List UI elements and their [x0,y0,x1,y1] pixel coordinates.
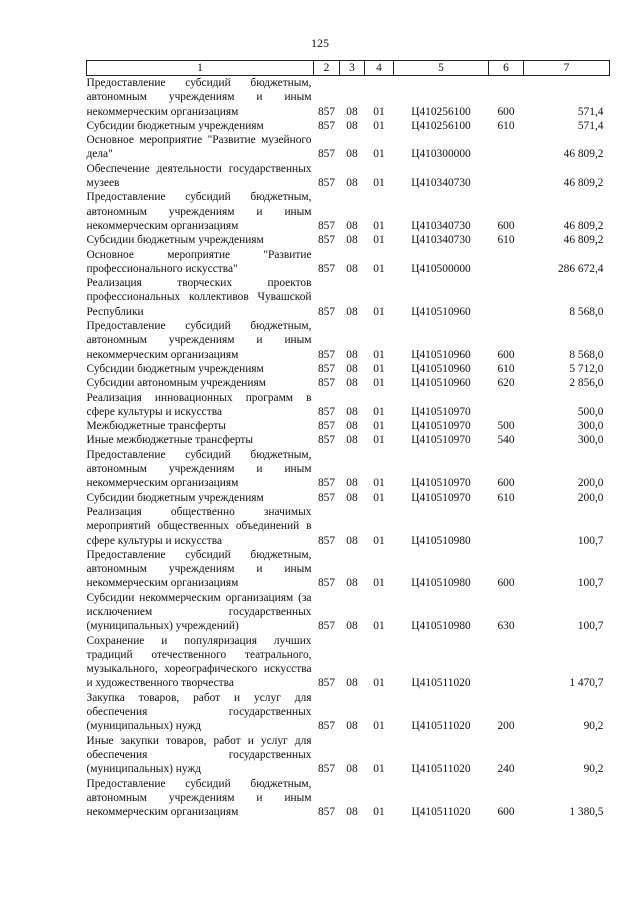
row-target-article: Ц410510970 [411,420,471,433]
row-section: 08 [346,620,358,633]
row-expense-type: 240 [497,763,515,776]
row-section: 08 [346,420,358,433]
row-target-article: Ц410340730 [411,177,471,190]
row-subsection: 01 [373,534,385,547]
row-expense-type: 610 [497,234,515,247]
row-ministry-code: 857 [317,677,336,690]
row-expense-type: 600 [497,577,515,590]
table-row [87,433,610,447]
row-subsection: 01 [373,620,385,633]
row-name: Субсидии некоммерческим организациям (за исключением государственных (муниципальных) учреждений) [86,591,312,633]
row-expense-type: 610 [497,491,515,504]
row-target-article: Ц410510980 [411,620,471,633]
row-expense-type [489,133,524,162]
row-section: 08 [346,434,358,447]
row-name: Основное мероприятие "Развитие профессионального искусства" [86,248,312,275]
row-target-article: Ц410340730 [411,219,471,232]
row-target-article: Ц410510970 [411,477,471,490]
row-subsection: 01 [373,348,385,361]
row-name: Предоставление субсидий бюджетным, автономным учреждениям и иным некоммерческим организациям [86,777,312,819]
row-section: 08 [346,577,358,590]
row-expense-type: 630 [497,620,515,633]
row-ministry-code: 857 [317,720,336,733]
table-row [87,391,610,420]
row-expense-type [489,391,524,420]
row-amount: 200,0 [577,477,604,490]
row-subsection: 01 [373,405,385,418]
row-expense-type: 620 [497,377,515,390]
row-amount: 2 856,0 [569,377,604,390]
row-section: 08 [346,305,358,318]
header-col-7: 7 [524,61,610,76]
table-row [87,248,610,277]
row-name: Реализация инновационных программ в сфере культуры и искусства [86,391,312,418]
row-expense-type: 610 [497,119,515,132]
row-section: 08 [346,119,358,132]
row-name: Предоставление субсидий бюджетным, автономным учреждениям и иным некоммерческим организациям [86,77,312,118]
row-subsection: 01 [373,177,385,190]
row-amount: 46 809,2 [563,177,604,190]
row-section: 08 [346,262,358,275]
row-name: Субсидии бюджетным учреждениям [86,119,264,132]
row-section: 08 [346,177,358,190]
row-expense-type: 200 [497,720,515,733]
row-subsection: 01 [373,362,385,375]
row-amount: 46 809,2 [563,219,604,232]
row-name: Закупка товаров, работ и услуг для обеспечения государственных (муниципальных) нужд [86,691,312,733]
table-row [87,491,610,505]
row-ministry-code: 857 [317,763,336,776]
row-subsection: 01 [373,420,385,433]
row-subsection: 01 [373,491,385,504]
row-section: 08 [346,105,358,118]
row-ministry-code: 857 [317,405,336,418]
table-row [87,419,610,433]
table-body [87,76,610,820]
row-ministry-code: 857 [317,148,336,161]
table-row [87,777,610,820]
header-col-1: 1 [87,61,314,76]
row-section: 08 [346,348,358,361]
row-subsection: 01 [373,806,385,819]
row-target-article: Ц410510980 [411,577,471,590]
row-name: Субсидии бюджетным учреждениям [86,362,264,375]
table-row [87,190,610,233]
row-name: Обеспечение деятельности государственных музеев [86,162,312,190]
table-row [87,233,610,247]
row-ministry-code: 857 [317,305,336,318]
row-expense-type: 600 [497,348,515,361]
row-ministry-code: 857 [317,434,336,447]
row-amount: 90,2 [583,720,604,733]
row-section: 08 [346,405,358,418]
row-subsection: 01 [373,119,385,132]
row-amount: 5 712,0 [569,362,604,375]
table-row [87,634,610,691]
row-amount: 300,0 [577,420,604,433]
row-ministry-code: 857 [317,534,336,547]
row-expense-type: 610 [497,362,515,375]
row-target-article: Ц410340730 [411,234,471,247]
row-amount: 1 470,7 [569,677,604,690]
row-expense-type: 600 [497,105,515,118]
row-expense-type [489,248,524,277]
row-ministry-code: 857 [317,262,336,275]
row-section: 08 [346,477,358,490]
table-row [87,548,610,591]
table-row [87,376,610,390]
row-expense-type: 540 [497,434,515,447]
row-subsection: 01 [373,720,385,733]
row-amount: 8 568,0 [569,305,604,318]
row-subsection: 01 [373,262,385,275]
row-name: Предоставление субсидий бюджетным, автономным учреждениям и иным некоммерческим организациям [86,448,312,490]
row-ministry-code: 857 [317,577,336,590]
row-target-article: Ц410500000 [411,262,471,275]
row-target-article: Ц410510980 [411,534,471,547]
row-ministry-code: 857 [317,377,336,390]
row-subsection: 01 [373,148,385,161]
table-row [87,691,610,734]
table-row [87,276,610,319]
row-name: Межбюджетные трансферты [86,420,226,433]
table-row [87,448,610,491]
row-section: 08 [346,720,358,733]
row-target-article: Ц410511020 [411,677,471,690]
row-ministry-code: 857 [317,420,336,433]
row-ministry-code: 857 [317,234,336,247]
header-col-4: 4 [365,61,394,76]
table-row [87,76,610,119]
row-amount: 46 809,2 [563,234,604,247]
header-col-2: 2 [314,61,340,76]
table-row [87,734,610,777]
row-amount: 100,7 [577,620,604,633]
header-col-6: 6 [489,61,524,76]
row-expense-type: 500 [497,420,515,433]
row-amount: 500,0 [577,405,604,418]
row-name: Предоставление субсидий бюджетным, автономным учреждениям и иным некоммерческим организациям [86,191,312,232]
table-row [87,133,610,162]
row-section: 08 [346,148,358,161]
row-target-article: Ц410511020 [411,720,471,733]
row-expense-type [489,276,524,319]
row-target-article: Ц410256100 [411,105,471,118]
row-ministry-code: 857 [317,177,336,190]
row-section: 08 [346,219,358,232]
row-subsection: 01 [373,305,385,318]
row-target-article: Ц410510960 [411,348,471,361]
row-name: Основное мероприятие "Развитие музейного дела" [86,134,312,161]
row-subsection: 01 [373,219,385,232]
row-amount: 200,0 [577,491,604,504]
row-section: 08 [346,377,358,390]
row-name: Предоставление субсидий бюджетным, автономным учреждениям и иным некоммерческим организациям [86,320,312,361]
row-name: Реализация творческих проектов профессиональных коллективов Чувашской Республики [86,277,312,318]
row-section: 08 [346,806,358,819]
row-subsection: 01 [373,477,385,490]
header-col-3: 3 [340,61,365,76]
row-amount: 46 809,2 [563,148,604,161]
table-row [87,362,610,376]
table-row [87,319,610,362]
row-target-article: Ц410256100 [411,119,471,132]
row-name: Иные закупки товаров, работ и услуг для обеспечения государственных (муниципальных) нужд [86,734,312,776]
row-subsection: 01 [373,763,385,776]
row-ministry-code: 857 [317,806,336,819]
table-row [87,119,610,133]
row-target-article: Ц410511020 [411,806,471,819]
row-target-article: Ц410510960 [411,377,471,390]
row-expense-type: 600 [497,806,515,819]
row-name: Иные межбюджетные трансферты [86,434,254,447]
row-target-article: Ц410511020 [411,763,471,776]
row-ministry-code: 857 [317,348,336,361]
budget-table [86,60,610,819]
row-section: 08 [346,534,358,547]
row-ministry-code: 857 [317,105,336,118]
row-amount: 300,0 [577,434,604,447]
row-target-article: Ц410300000 [411,148,471,161]
header-col-5: 5 [394,61,489,76]
row-amount: 8 568,0 [569,348,604,361]
row-expense-type [489,505,524,548]
row-target-article: Ц410510970 [411,434,471,447]
row-name: Сохранение и популяризация лучших традиций отечественного театрального, музыкального, хореографического искусства и художественного творчества [86,634,312,690]
row-target-article: Ц410510960 [411,362,471,375]
row-section: 08 [346,763,358,776]
row-name: Субсидии автономным учреждениям [86,377,266,390]
row-name: Субсидии бюджетным учреждениям [86,491,264,504]
row-name: Субсидии бюджетным учреждениям [86,234,264,247]
row-section: 08 [346,677,358,690]
row-ministry-code: 857 [317,620,336,633]
row-section: 08 [346,491,358,504]
row-section: 08 [346,234,358,247]
row-subsection: 01 [373,677,385,690]
row-amount: 571,4 [577,105,604,118]
row-ministry-code: 857 [317,491,336,504]
row-name: Предоставление субсидий бюджетным, автономным учреждениям и иным некоммерческим организациям [86,548,312,590]
row-ministry-code: 857 [317,219,336,232]
row-target-article: Ц410510970 [411,491,471,504]
table-row [87,162,610,191]
table-row [87,505,610,548]
table-header [87,61,610,76]
row-amount: 100,7 [577,534,604,547]
row-amount: 1 380,5 [569,806,604,819]
table-row [87,591,610,634]
row-amount: 90,2 [583,763,604,776]
page-number: 125 [311,36,329,50]
row-section: 08 [346,362,358,375]
row-expense-type [489,634,524,691]
row-amount: 571,4 [577,119,604,132]
row-name: Реализация общественно значимых мероприятий общественных объединений в сфере культуры и искусства [86,505,312,547]
row-subsection: 01 [373,577,385,590]
row-subsection: 01 [373,377,385,390]
row-target-article: Ц410510960 [411,305,471,318]
row-ministry-code: 857 [317,477,336,490]
row-expense-type: 600 [497,219,515,232]
row-amount: 286 672,4 [557,262,604,275]
row-expense-type [489,162,524,191]
row-subsection: 01 [373,434,385,447]
row-subsection: 01 [373,105,385,118]
row-amount: 100,7 [577,577,604,590]
row-ministry-code: 857 [317,119,336,132]
row-expense-type: 600 [497,477,515,490]
row-target-article: Ц410510970 [411,405,471,418]
row-ministry-code: 857 [317,362,336,375]
row-subsection: 01 [373,234,385,247]
